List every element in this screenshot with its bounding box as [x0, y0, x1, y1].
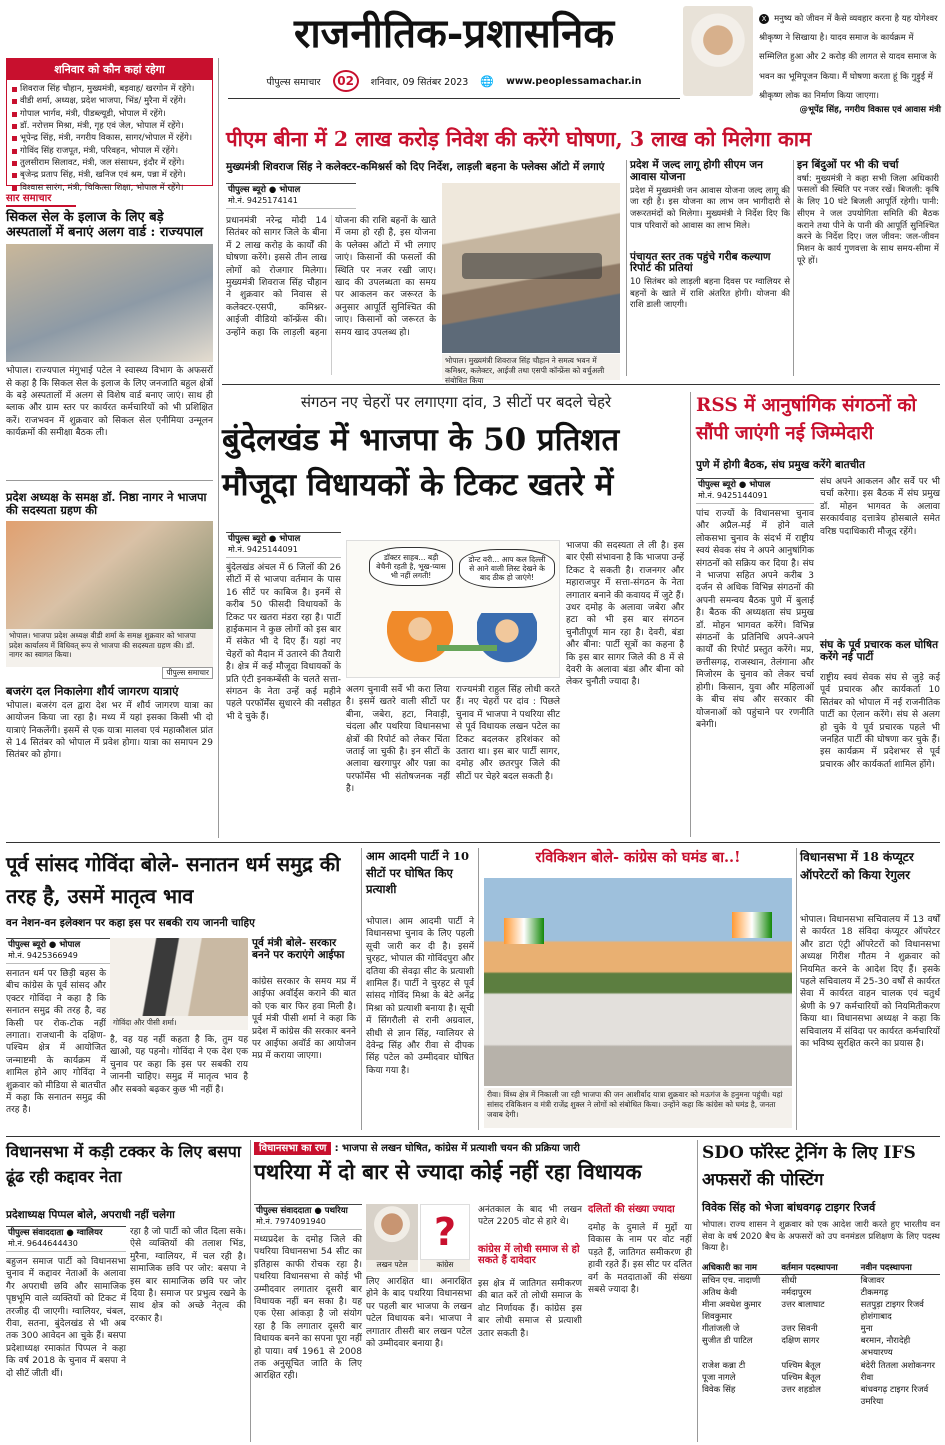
pathariya-byline-box [254, 1204, 362, 1230]
ravi-photo [484, 878, 792, 1086]
side-news [630, 160, 790, 375]
cell: राजेश कन्ना टी [702, 1360, 746, 1371]
pathariya-kicker-row [254, 1140, 692, 1158]
side-points [797, 160, 939, 375]
ravi-caption: रीवा। विंध्य क्षेत्र में निकाली जा रही भाजपा की जन आशीर्वाद यात्रा शुक्रवार को मऊगंज के हनुमना पहुंची। यहां सांसद रविकिशन व मंत्री राजेंद्र शुक्ल ने लोगों को संबोधित किया। उन्होंने कहा कि कांग्रेस को घमंड है, जनता जवाब देगी। [484, 1088, 792, 1128]
rss-byline-box [696, 478, 814, 504]
table-row [702, 1323, 940, 1335]
cartoon-bubble-left: डॉक्टर साहब... बड़ी बेचैनी रहती है, भूख-प्यास भी नहीं लगती! [369, 547, 453, 586]
side-b2: 10 सितंबर को लाड़ली बहना दिवस पर ग्वालियर से बहनों के खाते में राशि अंतरित होगी। योजना की राशि डाली जाएगी। [630, 277, 790, 311]
brief2-title: प्रदेश अध्यक्ष के समक्ष डॉ. निष्ठा नागर ने भाजपा की सदस्यता ग्रहण की [6, 490, 207, 517]
bjp-byline: पीपुल्स ब्यूरो ● भोपाल [228, 534, 301, 544]
cell: गीतांजली जे [702, 1324, 740, 1335]
table-row [702, 1335, 940, 1359]
list-item: डॉ. नरोत्तम मिश्रा, मंत्री, गृह एवं जेल, भोपाल में रहेंगे। [11, 120, 208, 132]
side-h2: पंचायत स्तर तक पहुंचे गरीब कल्याण रिपोर्ट की प्रतियां [630, 250, 771, 275]
bsp-mobile: मो.नं. 9644644430 [8, 1239, 78, 1249]
aap-body: भोपाल। आम आदमी पार्टी ने विधानसभा चुनाव के लिए पहली सूची जारी कर दी है। इसमें चुरहट, भोपाल की गोविंदपुरा और दतिया की सेवढ़ा सीट के प्रत्याशी शामिल हैं। पार्टी ने चुरहट से पूर्व सांसद गोविंद मिश्रा के बेटे अनेंद्र मिश्रा को प्रत्याशी बनाया है। सूची में सिंगरौली से रानी अग्रवाल, सीधी से ज्ञान सिंह, ग्वालियर से देवेन्द्र सिंह और रीवा से दीपक सिंह पटेल को उम्मीदवार घोषित किया गया है। [366, 917, 474, 1076]
cell: होशंगाबाद [860, 1312, 892, 1323]
list-item: बृजेन्द्र प्रताप सिंह, मंत्री, खनिज एवं श्रम, पन्ना में रहेंगे। [11, 169, 208, 181]
table-header [702, 1262, 940, 1275]
minister-portrait [683, 6, 753, 96]
brief2-byline: पीपुल्स समाचार [162, 667, 213, 679]
website-link[interactable]: www.peoplessamachar.in [506, 75, 642, 87]
rss-body: पांच राज्यों के विधानसभा चुनाव और अप्रैल-मई में होने वाले लोकसभा चुनाव के संदर्भ में राष्ट्रीय स्वयं सेवक संघ ने अपने आनुषांगिक संगठनों को सक्रिय कर दिया है। संघ ने भाजपा सहित अपने करीब 3 दर्जन से अधिक विभिन्न संगठनों की अपनी समन्वय बैठक पुणे में बुलाई है। बैठक की अध्यक्षता संघ प्रमुख डॉ. मोहन भागवत करेंगे। विभिन्न संगठनों के प्रतिनिधि अपने-अपने कार्यों की रिपोर्ट प्रस्तुत करेंगे। मप्र, छत्तीसगढ़, राजस्थान, तेलंगाना और मिजोरम के चुनाव को लेकर चर्चा होगी। किसान, युवा और महिलाओं के बीच संघ और सरकार की योजनाओं को पहुंचाने पर रणनीति बनेगी। [696, 509, 814, 730]
cartoon-bubble-right: डोन्ट वरी... आप कल दिल्ली से आने वाली लिस्ट देखने के बाद ठीक हो जाएंगे! [459, 549, 555, 588]
pathariya-byline: पीपुल्स संवाददाता ● पथरिया [256, 1206, 348, 1216]
x-icon: X [759, 14, 769, 24]
cell: पश्चिम बैतूल [781, 1360, 821, 1371]
side-b1: प्रदेश में मुख्यमंत्री जन आवास योजना जल्द लागू की जा रही है। इस योजना का लाभ जन भागीदारी से जरूरतमंदों को मिलेगा। मुख्यमंत्री ने निर्देश दिए कि पात्र परिवारों को आवास का लाभ मिले। [630, 185, 790, 231]
pathariya-headline: पथरिया में दो बार से ज्यादा कोई नहीं रहा विधायक [254, 1159, 642, 1184]
list-item: गोविंद सिंह राजपूत, मंत्री, परिवहन, भोपाल में रहेंगे। [11, 145, 208, 157]
lead-mobile: मो.नं. 9425174141 [228, 196, 298, 206]
pathariya-tag: विधानसभा का रण [254, 1142, 331, 1155]
candidate-photo-1 [366, 1204, 418, 1260]
bjp-body4: भाजपा की सदस्यता ले ली है। इस बार ऐसी संभावना है कि भाजपा उन्हें टिकट दे सकती है। राजनगर और महाराजपुर में सत्ता-संगठन के नेता लगातार बनाने की कवायद में जुटे हैं। उधर दमोह के अलावा जबेरा और हटा को भी इस बार संगठन चुनौतीपूर्ण मान रहा है। देवरी, बंडा और बीना: पार्टी सूत्रों का कहना है कि इस बार सागर जिले की 8 में से देवरी के अलावा बंडा और बीना को लेकर चुनौती ज्यादा है। [566, 541, 684, 688]
govinda-byline-box [6, 938, 126, 964]
cartoon-patient [387, 611, 453, 675]
rss-body-right: संघ अपने आकलन और सर्वे पर भी चर्चा करेगा। इस बैठक में संघ प्रमुख डॉ. मोहन भागवत के अलावा सरकार्यवाह दत्तात्रेय होसबाले समेत वरिष्ठ पदाधिकारी मौजूद रहेंगे। [820, 477, 940, 537]
govinda-body2: है, वह यह नहीं कहता है कि, तुम यह खाओ, यह पहनो। गोविंदा ने एक देश एक चुनाव पर कहा कि इस पर सबकी राय जाननी चाहिए। समुद्र में मातृत्व भाव है और सबको बढ़कर कुछ भी नहीं है। [110, 1035, 248, 1095]
vidhan-headline: विधानसभा में 18 कंप्यूटर ऑपरेटरों को किया रेगुलर [800, 850, 914, 882]
cell: पश्चिम बैतूल [781, 1372, 821, 1383]
bsp-byline-box [6, 1226, 126, 1252]
sdo-sub: विवेक सिंह को भेजा बांधवगढ़ टाइगर रिजर्व [702, 1201, 876, 1214]
govinda-photo [110, 938, 248, 1016]
lead-body: प्रधानमंत्री नरेन्द्र मोदी 14 सितंबर को सागर जिले के बीना में 2 लाख करोड़ के कार्यों की घोषणा करेंगे। इससे तीन लाख लोगों को रोजगार मिलेगा। मुख्यमंत्री शिवराज सिंह चौहान ने शुक्रवार को निवास से कलेक्टर-एसपी, कमिश्नर-आईजी वीडियो कॉन्फ्रेंस की। उन्होंने कहा कि लाड़ली बहना योजना की राशि बहनों के खाते में जमा हो रही है, इस योजना के फ्लेक्स ऑटो में भी लगाए जाएं। किसानों की फसलों की स्थिति पर नजर रखी जाए। खाद की उपलब्धता का समय पर आकलन कर जरूरत के अनुसार आपूर्ति सुनिश्चित की जाए। किसानों को जरूरत के समय खाद उपलब्ध हो। [226, 216, 436, 338]
lead-subhead: मुख्यमंत्री शिवराज सिंह ने कलेक्टर-कमिश्नर्स को दिए निर्देश, लाड़ली बहना के फ्लेक्स ऑटो में लगाएं [226, 161, 605, 173]
govinda-mobile: मो.नं. 9425366949 [8, 951, 78, 961]
govinda-side-b: कांग्रेस सरकार के समय मप्र में आईफा अवॉर्ड्स कराने की बात को एक बार फिर हवा मिली है। पूर्व मंत्री पीसी शर्मा ने कहा कि प्रदेश में कांग्रेस की सरकार बनने पर आईफा अवॉर्ड का आयोजन मप्र में कराया जाएगा। [252, 977, 356, 1062]
schedule-list [7, 80, 212, 197]
cell: पूजा नागले [702, 1372, 736, 1383]
cell: मुना [860, 1324, 873, 1335]
quote-author: @भूपेंद्र सिंह, नगरीय विकास एवं आवास मंत्री [799, 105, 941, 116]
col-header: वर्तमान पदस्थापना [781, 1263, 838, 1273]
lead-headline: पीएम बीना में 2 लाख करोड़ निवेश की करेंगे घोषणा, 3 लाख को मिलेगा काम [226, 127, 812, 151]
brief1-body: भोपाल। राज्यपाल मंगुभाई पटेल ने स्वास्थ्य विभाग के अफसरों से कहा है कि सिकल सेल के इलाज के लिए जनजाति बहुल क्षेत्रों के बड़े अस्पतालों में अलग से विशेष वार्ड बनाए जाएं। साथ ही ब्लाक और ग्राम स्तर पर कार्यरत कर्मचारियों को भी प्रशिक्षित करें। राजभवन में शुक्रवार को सिकल सेल एनीमिया उन्मूलन कार्यक्रमों की समीक्षा बैठक ली। [6, 366, 213, 439]
rss-b2: राष्ट्रीय स्वयं सेवक संघ से जुड़े कई पूर्व प्रचारक और कार्यकर्ता 10 सितंबर को भोपाल में नई राजनीतिक पार्टी का ऐलान करेंगे। संघ से अलग हो चुके ये पूर्व प्रचारक पहले भी जनहित पार्टी की घोषणा कर चुके हैं। इस कार्यक्रम में प्रदेशभर से पूर्व प्रचारक और कार्यकर्ता शामिल होंगे। [820, 673, 940, 770]
page-number: 02 [333, 70, 359, 92]
cell: रीवा [860, 1372, 874, 1383]
cartoon-doctor [477, 613, 537, 673]
sdo-intro: भोपाल। राज्य शासन ने शुक्रवार को एक आदेश जारी करते हुए भारतीय वन सेवा के वर्ष 2020 बैच के अफसरों को उप वनमंडल प्रशिक्षण के लिए पदस्थ किया है। [702, 1220, 940, 1254]
pathariya-kicker: : भाजपा से लखन घोषित, कांग्रेस में प्रत्याशी चयन की प्रक्रिया जारी [334, 1143, 580, 1154]
list-item: गोपाल भार्गव, मंत्री, पीडब्ल्यूडी, भोपाल में रहेंगे। [11, 108, 208, 120]
table-row [702, 1311, 940, 1323]
cell: बंदेरी तितला अशोकनगर [860, 1360, 935, 1371]
rss-mobile: मो.नं. 9425144091 [698, 491, 768, 501]
posting-table [702, 1262, 940, 1442]
bjp-body2: अलग चुनावी सर्वे भी करा लिया है। इसमें खतरे वाली सीटों पर बीना, जबेरा, हटा, निवाड़ी, चंदला और पथरिया विधानसभा क्षेत्रों की रिपोर्ट को लेकर चिंता जताई जा चुकी है। इन सीटों के अलावा खरगापुर और पन्ना का परफॉर्मेंस भी संतोषजनक नहीं है। [346, 685, 450, 795]
quote-text: मनुष्य को जीवन में कैसे व्यवहार करना है यह योगेश्वर श्रीकृष्ण ने सिखाया है। यादव समाज के कार्यक्रम में सम्मिलित हुआ और 2 करोड़ की लागत से यादव समाज के भवन का भूमिपूजन किया। मैं घोषणा करता हूं कि गुड़ुर्ई में श्रीकृष्ण लोक का निर्माण किया जाएगा। [759, 14, 938, 101]
ravi-headline: रविकिशन बोले- कांग्रेस को घमंड बा..! [535, 849, 741, 866]
govinda-side-h: पूर्व मंत्री बोले- सरकार बनने पर कराएंगे आईफा [252, 937, 345, 961]
brief2-photo [6, 521, 213, 629]
cell: मीना अवधेश कुमार [702, 1300, 762, 1311]
table-row [702, 1287, 940, 1299]
brief3-body: भोपाल। बजरंग दल द्वारा देश भर में शौर्य जागरण यात्रा का आयोजन किया जा रहा है। मध्य में यहां इसका किसी भी दो यात्राएं निकलेंगी। इसमें से एक यात्रा मालवा एवं महाकौशल प्रांत से 14 सितंबर को भोपाल में प्रवेश होगा। यात्रा का समापन 29 सितंबर को होगा। [6, 700, 213, 761]
cell: उत्तर बालाघाट [781, 1300, 825, 1311]
flag-left [504, 918, 544, 944]
bsp-headline: विधानसभा में कड़ी टक्कर के लिए बसपा ढूंढ रही कद्दावर नेता [6, 1142, 242, 1186]
globe-icon: 🌐 [480, 74, 495, 88]
cell: सचिन एच. नादाणी [702, 1276, 761, 1287]
col-header: अधिकारी का नाम [702, 1263, 757, 1273]
cell: दक्षिण सागर [781, 1336, 820, 1347]
brief1-title: सिकल सेल के इलाज के लिए बड़े अस्पतालों में बनाएं अलग वार्ड : राज्यपाल [6, 210, 204, 240]
govinda-photo-caption: गोविंदा और पीसी शर्मा। [110, 1016, 248, 1030]
table-row [702, 1299, 940, 1311]
govinda-byline: पीपुल्स ब्यूरो ● भोपाल [8, 940, 81, 950]
lead-byline: पीपुल्स ब्यूरो ● भोपाल [228, 185, 301, 195]
cell: बांधवगढ़ टाइगर रिजर्व उमरिया [860, 1384, 929, 1407]
section-title: राजनीतिक-प्रशासनिक [293, 10, 615, 57]
side-b3: वर्षा: मुख्यमंत्री ने कहा सभी जिला अधिकारी फसलों की स्थिति पर नजर रखें। बिजली: कृषि के लिए 10 घंटे बिजली आपूर्ति रहेगी। पानी: सीएम ने जल उपयोगिता समिति की बैठक कराने तथा पीने के पानी की आपूर्ति सुनिश्चित करने के निर्देश दिए। जल जीवन: जल-जीवन मिशन के कार्य गुणवत्ता के साथ समय-सीमा में पूरे हों। [797, 173, 939, 266]
schedule-title: शनिवार को कौन कहां रहेगा [7, 59, 212, 80]
rss-sub: पुणे में होगी बैठक, संघ प्रमुख करेंगे बातचीत [696, 459, 865, 471]
pathariya-body3: अनंतकाल के बाद भी लखन पटेल 2205 वोट से हारे थे। [478, 1205, 582, 1228]
briefs-column [6, 190, 213, 830]
side-h3: इन बिंदुओं पर भी की चर्चा [797, 159, 899, 171]
govinda-body: सनातन धर्म पर छिड़ी बहस के बीच कांग्रेस के पूर्व सांसद और एक्टर गोविंदा ने कहा है कि सनातन समुद्र की तरह है, वह किसी पर रोक-टोक नहीं लगाता। राजधानी के दक्षिण-पश्चिम क्षेत्र में आयोजित जन्माष्टमी के कार्यक्रम में शामिल होने आए गोविंदा ने शुक्रवार को मीडिया से बातचीत में कहा कि सनातन समुद्र की तरह है। [6, 969, 106, 1116]
bsp-sub: प्रदेशाध्यक्ष पिप्पल बोले, अपराधी नहीं चलेगा [6, 1209, 175, 1221]
cell: बिजावर [860, 1276, 885, 1287]
question-mark-icon: ? [433, 1210, 457, 1254]
aap-headline: आम आदमी पार्टी ने 10 सीटों पर घोषित किए प्रत्याशी [366, 849, 470, 897]
cell: शिवकुमार [702, 1312, 732, 1323]
masthead [228, 4, 680, 104]
cartoon-table [437, 645, 497, 651]
sdo-headline: SDO फॉरेस्ट ट्रेनिंग के लिए IFS अफसरों की पोस्टिंग [702, 1143, 916, 1191]
cell: टीकमगढ़ [860, 1288, 889, 1299]
flag-right [732, 912, 772, 938]
cell: नर्मदापुरम [781, 1288, 812, 1299]
candidate-photo-2-label: कांग्रेस [420, 1260, 470, 1272]
candidate-photo-1-label: लखन पटेल [366, 1260, 418, 1272]
cell: सतपुड़ा टाइगर रिजर्व [860, 1300, 924, 1311]
govinda-sub: वन नेशन-वन इलेक्शन पर कहा इस पर सबकी राय जाननी चाहिए [6, 917, 255, 929]
rss-headline: RSS में आनुषांगिक संगठनों को सौंपी जाएंगी नई जिम्मेदारी [696, 395, 917, 444]
table-row [702, 1372, 940, 1384]
brief3-title: बजरंग दल निकालेगा शौर्य जागरण यात्राएं [6, 683, 179, 698]
list-item: वीडी शर्मा, अध्यक्ष, प्रदेश भाजपा, भिंड/ मुरैना में रहेंगे। [11, 95, 208, 107]
cell: उत्तर सिवनी [781, 1324, 818, 1335]
pathariya-body: मध्यप्रदेश के दमोह जिले की पथरिया विधानसभा 54 सीट का इतिहास काफी रोचक रहा है। पथरिया विधानसभा से कोई भी उम्मीदवार लगातार दूसरी बार विधायक नहीं बन सका है। यह एक ऐसा आंकड़ा है जो संयोग रहा है कि लगातार दूसरी बार विधायक बनने का सपना पूरा नहीं हो पाया। वर्ष 1961 से 2008 तक अनुसूचित जाति के लिए आरक्षित रही। [254, 1235, 362, 1382]
govinda-headline: पूर्व सांसद गोविंदा बोले- सनातन धर्म समुद्र की तरह है, उसमें मातृत्व भाव [6, 852, 341, 908]
pathariya-body2: लिए आरक्षित था। अनारक्षित होने के बाद पथरिया विधानसभा पर पहली बार भाजपा के लखन पटेल विधायक बने। भाजपा ने लगातार तीसरी बार लखन पटेल को उम्मीदवार बनाया है। [366, 1277, 472, 1350]
pathariya-h3: दलितों की संख्या ज्यादा [588, 1204, 675, 1215]
side-h1: प्रदेश में जल्द लागू होगी सीएम जन आवास योजना [630, 159, 763, 183]
cartoon [346, 540, 560, 678]
bjp-kicker: संगठन नए चेहरों पर लगाएगा दांव, 3 सीटों पर बदले चेहरे [300, 393, 612, 411]
cell: सीधी [781, 1276, 797, 1287]
cell: सुजीत डी पाटिल [702, 1336, 753, 1347]
vidhan-body: भोपाल। विधानसभा सचिवालय में 13 वर्षों से कार्यरत 18 संविदा कंप्यूटर ऑपरेटर और डाटा एंट्री ऑपरेटरों को विधानसभा अध्यक्ष गिरीश गौतम ने शुक्रवार को नियमित करने के आदेश दिए हैं। इसके पहले सचिवालय में 25-30 वर्षों से कार्यरत सेवा में कार्यरत वाहन चालक एवं चतुर्थ श्रेणी के 97 कर्मचारियों को नियमितीकरण किया था। विधानसभा अध्यक्ष ने कहा कि सचिवालय में संविदा पर कार्यरत कर्मचारियों का भविष्य सुरक्षित करने का प्रयास है। [800, 915, 940, 1050]
rss-h2: संघ के पूर्व प्रचारक कल घोषित करेंगे नई पार्टी [820, 639, 939, 663]
list-item: विश्वास सारंग, मंत्री, चिकित्सा शिक्षा, भोपाल में रहेंगे। [11, 182, 208, 194]
cell [781, 1311, 860, 1323]
briefs-tag: सार समाचार [6, 190, 76, 207]
table-row [702, 1360, 940, 1372]
pathariya-b3: दमोह के दुमाले में मुद्दों या विकास के नाम पर वोट नहीं पड़ते हैं, जातिगत समीकरण ही हावी रहते हैं। इस सीट पर दलित वर्ग के मतदाताओं की संख्या सबसे ज्यादा है। [588, 1223, 692, 1296]
bjp-body1: बुंदेलखंड अंचल में 6 जिलों की 26 सीटों में से भाजपा वर्तमान के पास 16 सीटें पर काबिज है। इनमें से करीब 50 फीसदी विधायकों के टिकट पर खतरा मंडरा रहा है। पार्टी हाईकमान ने कुछ लोगों को इस बार में संकेत भी दे दिए हैं। यहां नए चेहरों को मैदान में उतारने की तैयारी है। क्षेत्र में कई मौजूदा विधायकों के प्रति एंटी इनकम्बेंसी के चलते सत्ता-संगठन के नेता उन्हें कई महीने पहले परफॉर्मेंस सुधारने की नसीहत भी दे चुके हैं। [226, 563, 341, 722]
schedule-box [6, 58, 213, 193]
cell: उत्तर शहडोल [781, 1384, 821, 1395]
candidate-photo-2 [420, 1204, 470, 1260]
list-item: शिवराज सिंह चौहान, मुख्यमंत्री, बड़वाह/ खरगोन में रहेंगे। [11, 83, 208, 95]
list-item: भूपेन्द्र सिंह, मंत्री, नगरीय विकास, सागर/भोपाल में रहेंगे। [11, 132, 208, 144]
pathariya-h2: कांग्रेस में लोधी समाज से हो सकते हैं दावेदार [478, 1244, 580, 1267]
table-row [702, 1275, 940, 1287]
bsp-body2: रहा है जो पार्टी को जीत दिला सके। ऐसे व्यक्तियों की तलाश भिंड, मुरैना, ग्वालियर, में चल रही है। सामाजिक छवि पर जोर: बसपा ने इस बार सामाजिक छवि पर जोर दिया है। समाज पर प्रभुत्व रखने के साथ क्षेत्र को अच्छे नेतृत्व की दरकार है। [130, 1227, 246, 1324]
cell: अतिथ केवी [702, 1288, 738, 1299]
cell: विवेक सिंह [702, 1384, 736, 1395]
bjp-byline-box [226, 532, 341, 558]
bjp-headline: बुंदेलखंड में भाजपा के 50 प्रतिशत मौजूदा विधायकों के टिकट खतरे में [222, 422, 620, 503]
quote-box [683, 6, 941, 116]
paper-name: पीपुल्स समाचार [266, 76, 321, 88]
lead-photo-caption: भोपाल। मुख्यमंत्री शिवराज सिंह चौहान ने समत्व भवन में कमिश्नर, कलेक्टर, आईजी तथा एसपी कॉन्फ्रेंस को वर्चुअली संबोधित किया [442, 354, 620, 380]
bsp-body: बहुजन समाज पार्टी को विधानसभा चुनाव में कद्दावर नेताओं के अलावा गैर अपराधी छवि और सामाजिक पृष्ठभूमि वाले व्यक्तियों को टिकट में तरजीह दी जाएगी। ग्वालियर, चंबल, रीवा, सतना, बुंदेलखंड से भी अब तक 300 आवेदन आ चुके हैं। बसपा प्रदेशाध्यक्ष रमाकांत पिप्पल ने कहा कि वर्ष 2018 के चुनाव में बसपा ने दो सीटें जीती थीं। [6, 1257, 126, 1379]
brief1-photo [6, 244, 213, 362]
lead-photo [442, 183, 620, 353]
bjp-body3: राज्यमंत्री राहुल सिंह लोधी करते हैं। नए चेहरों पर दांव : पिछले चुनाव में भाजपा ने पथरिया सीट से पूर्व विधायक लखन पटेल का टिकट बदलकर हरिशंकर को उतारा था। इस बार पार्टी सागर, दमोह और छतरपुर जिले की सीटों पर चेहरे बदल सकती है। [456, 685, 560, 782]
issue-date: शनिवार, 09 सितंबर 2023 [370, 76, 469, 88]
bjp-mobile: मो.नं. 9425144091 [228, 545, 298, 555]
rss-byline: पीपुल्स ब्यूरो ● भोपाल [698, 480, 771, 490]
list-item: तुलसीराम सिलावट, मंत्री, जल संसाधन, इंदौर में रहेंगे। [11, 157, 208, 169]
col-header: नवीन पदस्थापना [860, 1263, 912, 1273]
brief2-caption: भोपाल। भाजपा प्रदेश अध्यक्ष वीडी शर्मा के समक्ष शुक्रवार को भाजपा प्रदेश कार्यालय में विधिवत् रूप से भाजपा की सदस्यता ग्रहण की। डॉ. नागर का स्वागत किया। [6, 629, 213, 667]
lead-byline-box [226, 183, 356, 211]
pathariya-mobile: मो.नं. 7974091940 [256, 1217, 326, 1227]
cell: बरमान, नौरादेही अभयारण्य [860, 1336, 911, 1359]
pathariya-b2: इस क्षेत्र में जातिगत समीकरण की बात करें तो लोधी समाज के वोट निर्णायक हैं। कांग्रेस इस बार लोधी समाज से प्रत्याशी उतार सकती है। [478, 1279, 582, 1339]
bsp-byline: पीपुल्स संवाददाता ● ग्वालियर [8, 1228, 103, 1238]
table-row [702, 1384, 940, 1408]
